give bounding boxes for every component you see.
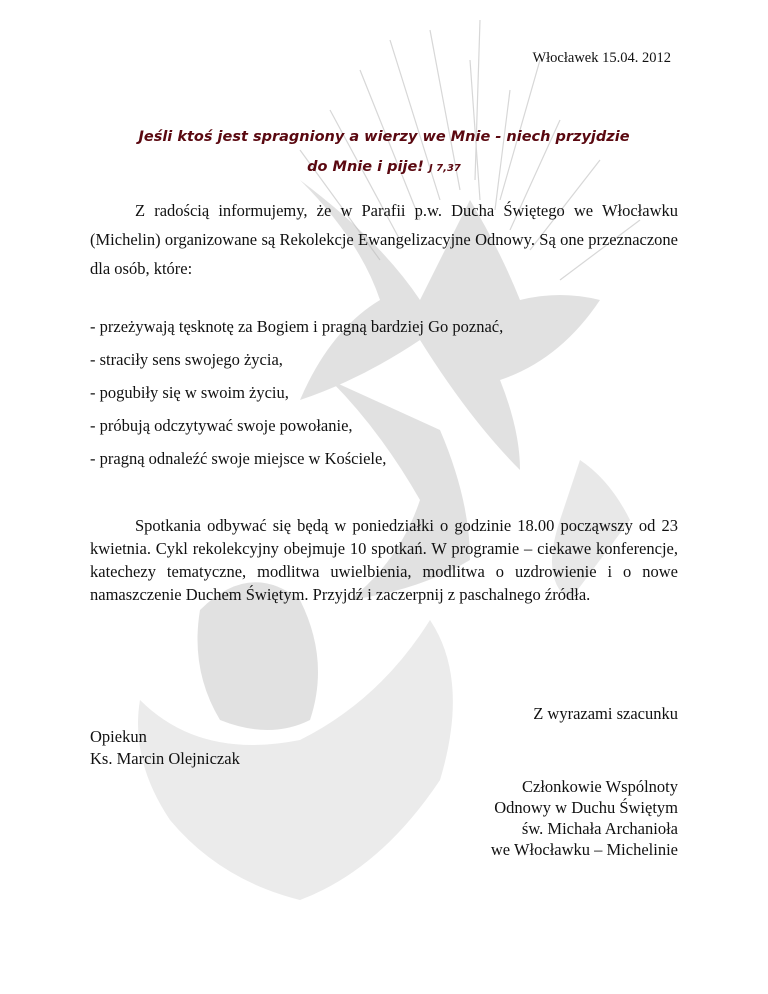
motto-line-1: Jeśli ktoś jest spragniony a wierzy we Mnie - niech przyjdzie	[138, 129, 630, 145]
meetings-paragraph	[90, 514, 678, 606]
guardian-block	[90, 726, 240, 770]
intro-paragraph	[90, 196, 678, 283]
list-item: - straciły sens swojego życia,	[90, 350, 283, 369]
list-item: - próbują odczytywać swoje powołanie,	[90, 416, 353, 435]
signature-block	[491, 776, 678, 860]
date-line: Włocławek 15.04. 2012	[532, 50, 671, 66]
motto-line-2-text: do Mnie i pije!	[307, 159, 424, 175]
signature-line: Członkowie Wspólnoty	[522, 777, 678, 796]
list-item: - pragną odnaleźć swoje miejsce w Kościele,	[90, 449, 387, 468]
guardian-name: Ks. Marcin Olejniczak	[90, 749, 240, 768]
signature-line: Odnowy w Duchu Świętym	[494, 798, 678, 817]
signature-line: we Włocławku – Michelinie	[490, 840, 678, 859]
scripture-motto	[90, 122, 678, 184]
target-group-list	[90, 310, 678, 475]
scripture-reference: J 7,37	[428, 163, 461, 174]
guardian-title: Opiekun	[90, 727, 147, 746]
intro-text: Z radością informujemy, że w Parafii p.w. Ducha Świętego we Włocławku (Michelin) organizowane są Rekolekcje Ewangelizacyjne Odnowy. Są one przeznaczone dla osób, które:	[90, 201, 678, 278]
list-item: - przeżywają tęsknotę za Bogiem i pragną bardziej Go poznać,	[90, 317, 504, 336]
meetings-text: Spotkania odbywać się będą w poniedziałki o godzinie 18.00 począwszy od 23 kwietnia. Cykl rekolekcyjny obejmuje 10 spotkań. W programie – ciekawe konferencje, katechezy tematyczne, modlitwa uwielbienia, modlitwa o uzdrowienie i o nowe namaszczenie Duchem Świętym. Przyjdź i zaczerpnij z paschalnego źródła.	[90, 516, 678, 604]
signature-line: św. Michała Archanioła	[521, 819, 678, 838]
list-item: - pogubiły się w swoim życiu,	[90, 383, 289, 402]
closing-regards: Z wyrazami szacunku	[533, 704, 678, 723]
motto-line-2	[90, 152, 678, 184]
